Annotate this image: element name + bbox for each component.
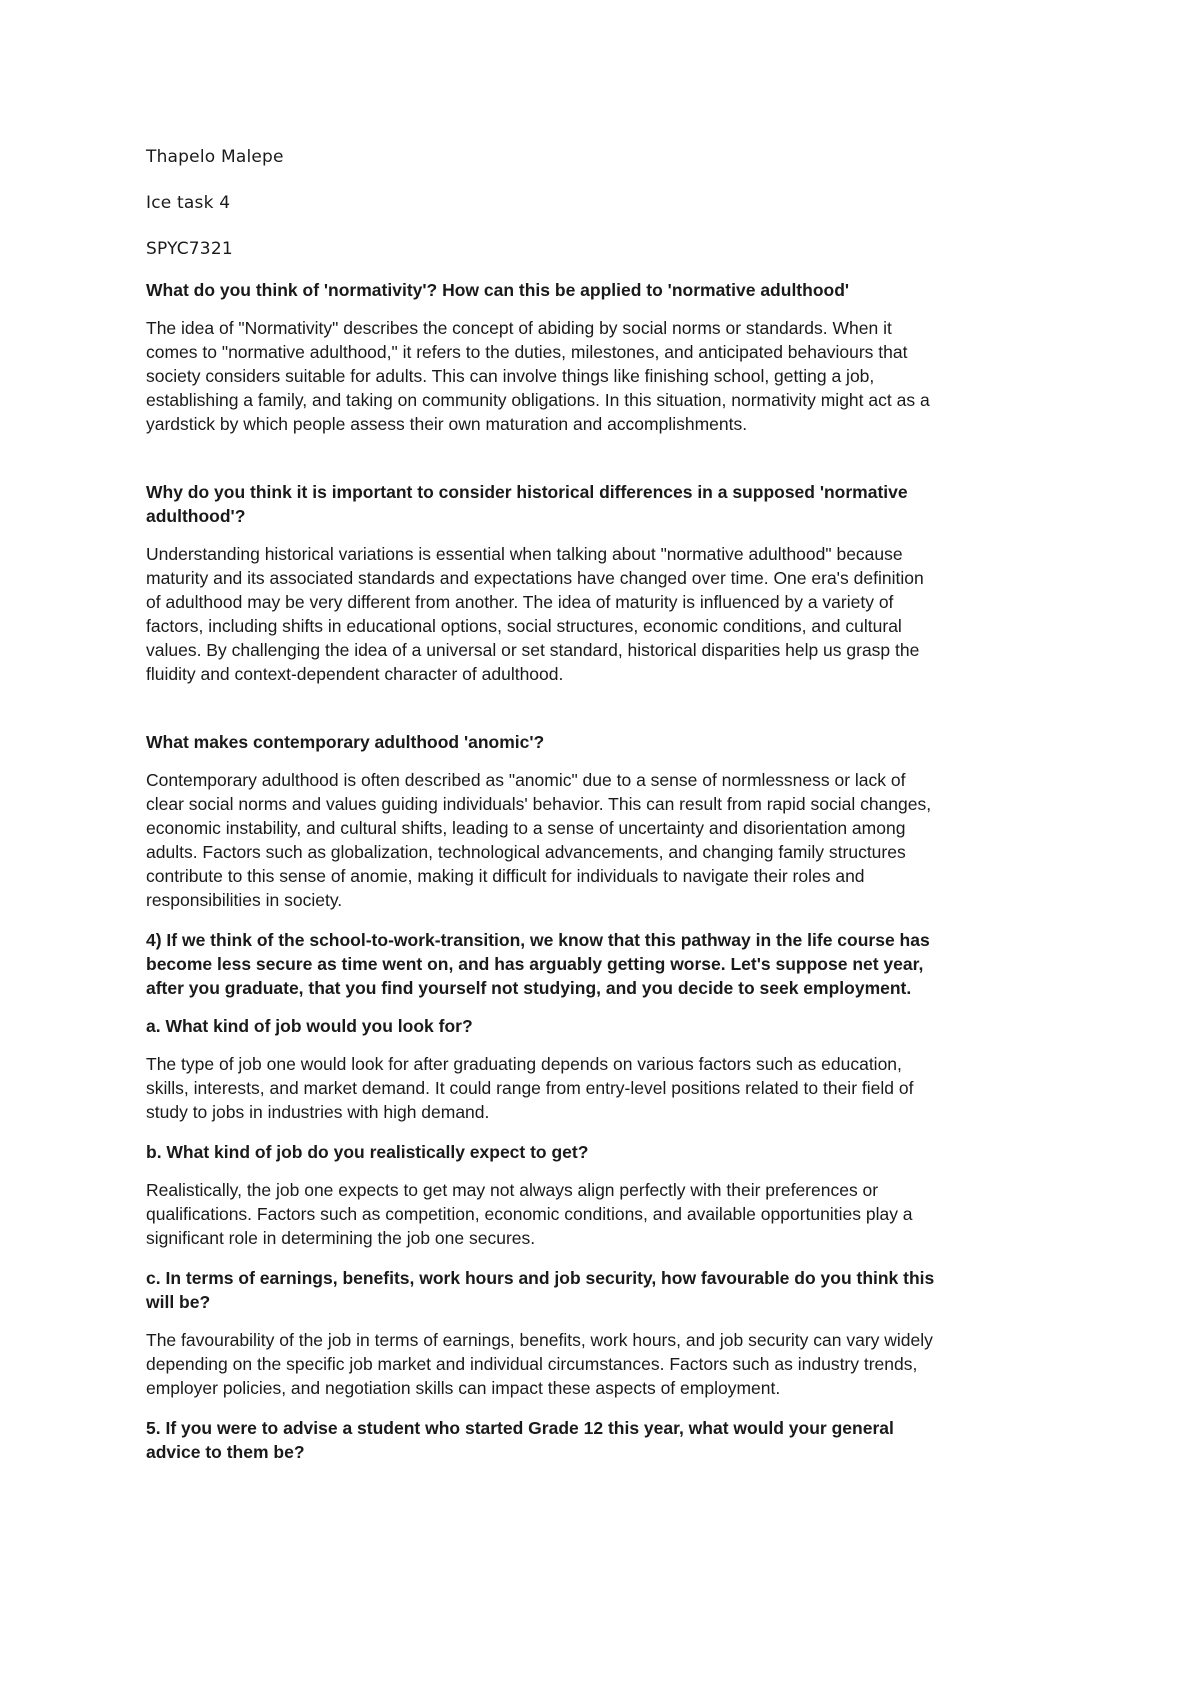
answer-historical-differences: Understanding historical variations is essential when talking about "normative adulthood" because maturity and its associated standards and expectations have changed over time. One era's definition of adulthood may be very different from another. The idea of maturity is influenced by a variety of factors, including shifts in educational options, social structures, economic conditions, and cultural values. By challenging the idea of a universal or set standard, historical disparities help us grasp the fluidity and context-dependent character of adulthood. [146, 544, 924, 684]
answer-b-realistic-job: Realistically, the job one expects to get may not always align perfectly with their preferences or qualifications. Factors such as competition, economic conditions, and available opportunities play a significant role in determining the job one secures. [146, 1180, 913, 1248]
question-5-advice: 5. If you were to advise a student who started Grade 12 this year, what would your general advice to them be? [146, 1418, 894, 1462]
question-b-realistic-job: b. What kind of job do you realistically expect to get? [146, 1142, 589, 1162]
question-anomic-adulthood: What makes contemporary adulthood 'anomic'? [146, 732, 545, 752]
question-normativity: What do you think of 'normativity'? How can this be applied to 'normative adulthood' [146, 280, 850, 300]
question-c-favourability: c. In terms of earnings, benefits, work hours and job security, how favourable do you think this will be? [146, 1268, 935, 1312]
answer-a-job-search: The type of job one would look for after graduating depends on various factors such as education, skills, interests, and market demand. It could range from entry-level positions related to their field of study to jobs in industries with high demand. [146, 1054, 914, 1122]
answer-normativity: The idea of "Normativity" describes the concept of abiding by social norms or standards. When it comes to "normative adulthood," it refers to the duties, milestones, and anticipated behaviours that society considers suitable for adults. This can involve things like finishing school, getting a job, establishing a family, and taking on community obligations. In this situation, normativity might act as a yardstick by which people assess their own maturation and accomplishments. [146, 318, 930, 434]
module-code: SPYC7321 [146, 239, 233, 259]
answer-anomic-adulthood: Contemporary adulthood is often described as "anomic" due to a sense of normlessness or lack of clear social norms and values guiding individuals' behavior. This can result from rapid social changes, economic instability, and cultural shifts, leading to a sense of uncertainty and disorientation among adults. Factors such as globalization, technological advancements, and changing family structures contribute to this sense of anomie, making it difficult for individuals to navigate their roles and responsibilities in society. [146, 770, 932, 910]
author-name: Thapelo Malepe [146, 147, 284, 167]
answer-c-favourability: The favourability of the job in terms of earnings, benefits, work hours, and job security can vary widely depending on the specific job market and individual circumstances. Factors such as industry trends, employer policies, and negotiation skills can impact these aspects of employment. [146, 1330, 933, 1398]
question-school-to-work: 4) If we think of the school-to-work-transition, we know that this pathway in the life course has become less secure as time went on, and has arguably getting worse. Let's suppose net year, after you graduate, that you find yourself not studying, and you decide to seek employment. [146, 930, 930, 998]
question-historical-differences: Why do you think it is important to consider historical differences in a supposed 'normative adulthood'? [146, 482, 908, 526]
question-a-job-search: a. What kind of job would you look for? [146, 1016, 473, 1036]
document-page [146, 146, 1076, 1478]
task-title: Ice task 4 [146, 193, 231, 213]
